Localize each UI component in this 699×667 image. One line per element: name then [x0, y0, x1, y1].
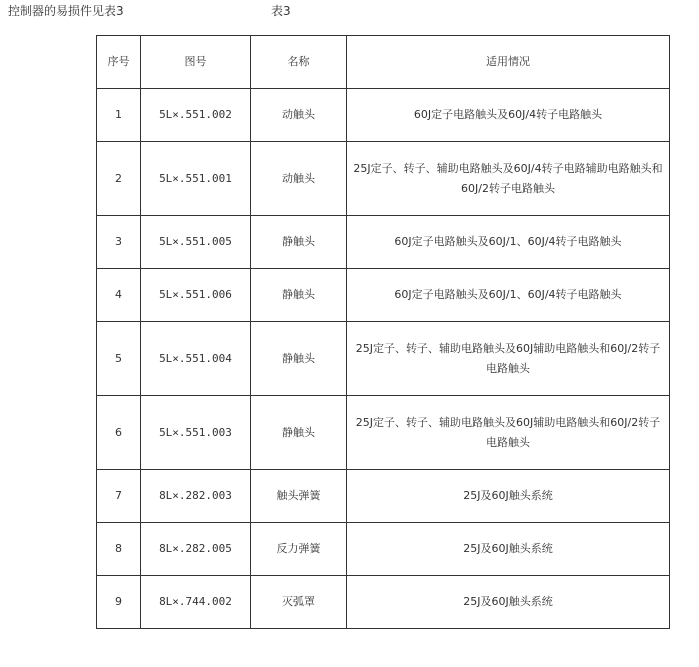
cell-application: 25J及60J触头系统 — [347, 470, 670, 523]
table-row — [97, 269, 670, 322]
table-row — [97, 89, 670, 142]
cell-part-name: 静触头 — [251, 396, 347, 470]
header-part-name: 名称 — [251, 36, 347, 89]
cell-serial-no: 6 — [97, 396, 141, 470]
cell-application: 25J及60J触头系统 — [347, 576, 670, 629]
cell-serial-no: 1 — [97, 89, 141, 142]
cell-part-name: 静触头 — [251, 216, 347, 269]
cell-application: 25J定子、转子、辅助电路触头及60J辅助电路触头和60J/2转子电路触头 — [347, 396, 670, 470]
cell-serial-no: 2 — [97, 142, 141, 216]
table-number: 表3 — [271, 4, 291, 18]
header-drawing-no: 图号 — [141, 36, 251, 89]
cell-drawing-no: 5L×.551.003 — [141, 396, 251, 470]
cell-application: 60J定子电路触头及60J/1、60J/4转子电路触头 — [347, 216, 670, 269]
cell-application: 25J定子、转子、辅助电路触头及60J辅助电路触头和60J/2转子电路触头 — [347, 322, 670, 396]
cell-part-name: 静触头 — [251, 269, 347, 322]
cell-part-name: 动触头 — [251, 142, 347, 216]
header-application: 适用情况 — [347, 36, 670, 89]
wear-parts-table — [96, 35, 670, 629]
cell-application: 25J及60J触头系统 — [347, 523, 670, 576]
table-row — [97, 396, 670, 470]
table-row — [97, 523, 670, 576]
cell-drawing-no: 5L×.551.006 — [141, 269, 251, 322]
cell-application: 25J定子、转子、辅助电路触头及60J/4转子电路辅助电路触头和60J/2转子电路触头 — [347, 142, 670, 216]
cell-drawing-no: 5L×.551.001 — [141, 142, 251, 216]
table-row — [97, 322, 670, 396]
cell-application: 60J定子电路触头及60J/1、60J/4转子电路触头 — [347, 269, 670, 322]
cell-application: 60J定子电路触头及60J/4转子电路触头 — [347, 89, 670, 142]
cell-part-name: 触头弹簧 — [251, 470, 347, 523]
cell-part-name: 反力弹簧 — [251, 523, 347, 576]
cell-serial-no: 3 — [97, 216, 141, 269]
cell-drawing-no: 5L×.551.005 — [141, 216, 251, 269]
header-serial-no: 序号 — [97, 36, 141, 89]
cell-part-name: 动触头 — [251, 89, 347, 142]
cell-drawing-no: 5L×.551.002 — [141, 89, 251, 142]
table-row — [97, 576, 670, 629]
table-caption: 控制器的易损件见表3 — [8, 4, 124, 18]
table-row — [97, 216, 670, 269]
cell-drawing-no: 8L×.282.005 — [141, 523, 251, 576]
cell-drawing-no: 5L×.551.004 — [141, 322, 251, 396]
table-row — [97, 142, 670, 216]
cell-serial-no: 4 — [97, 269, 141, 322]
table-header-row — [97, 36, 670, 89]
table-row — [97, 470, 670, 523]
cell-serial-no: 9 — [97, 576, 141, 629]
cell-serial-no: 7 — [97, 470, 141, 523]
cell-part-name: 静触头 — [251, 322, 347, 396]
cell-serial-no: 8 — [97, 523, 141, 576]
cell-part-name: 灭弧罩 — [251, 576, 347, 629]
cell-serial-no: 5 — [97, 322, 141, 396]
cell-drawing-no: 8L×.282.003 — [141, 470, 251, 523]
cell-drawing-no: 8L×.744.002 — [141, 576, 251, 629]
